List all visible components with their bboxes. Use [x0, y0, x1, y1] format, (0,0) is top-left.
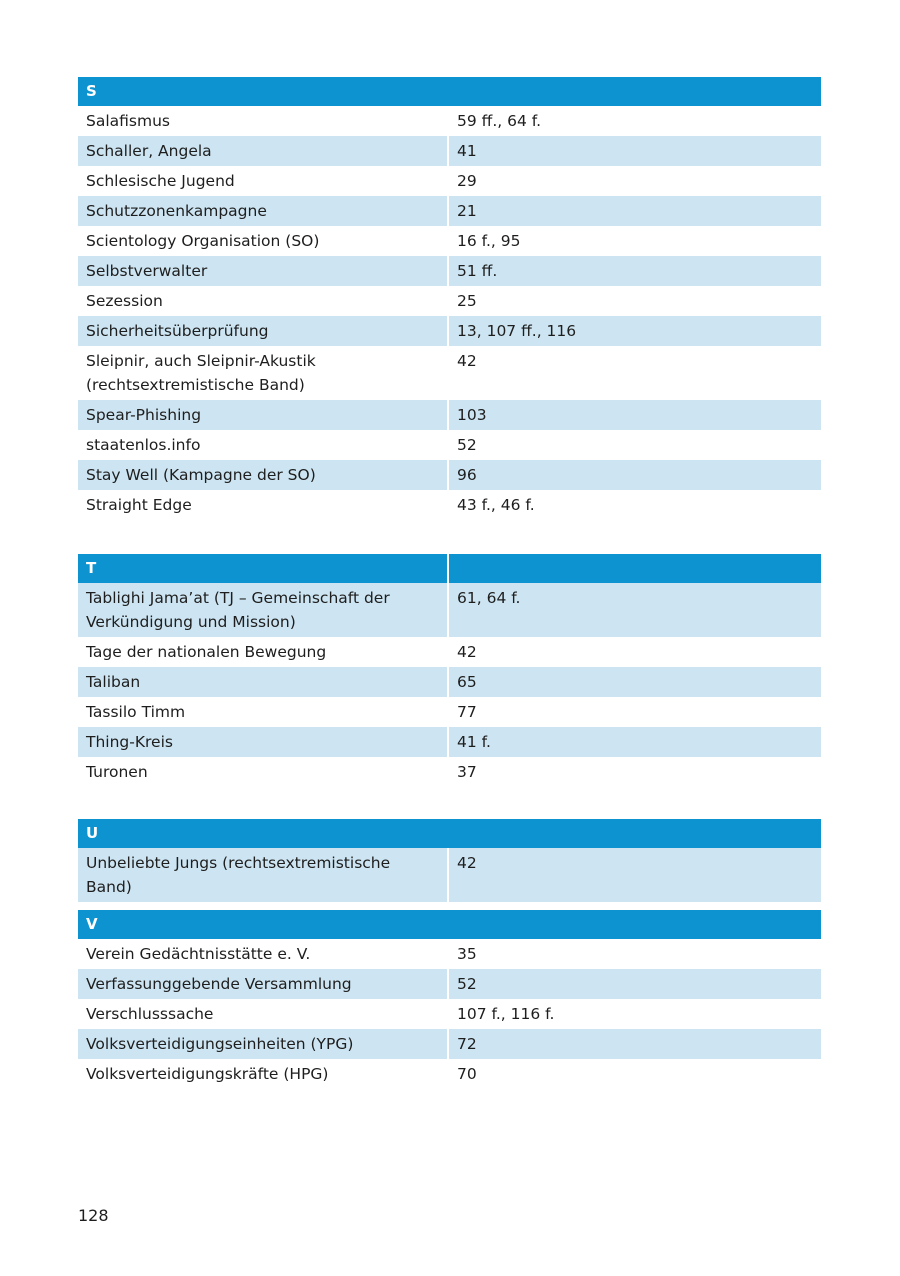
index-section-u: [78, 819, 821, 902]
index-term: staatenlos.info: [86, 436, 201, 454]
index-row: [78, 757, 821, 787]
index-term: [78, 346, 447, 400]
term-line: (rechtsextremistische Band): [86, 376, 305, 394]
index-row: [78, 196, 821, 226]
index-section-v: [78, 910, 821, 1089]
index-pages: 77: [457, 703, 477, 721]
index-term: Volksverteidigungseinheiten (YPG): [78, 1029, 447, 1059]
page-number: 128: [78, 1206, 109, 1225]
index-row: [78, 316, 821, 346]
index-row: [78, 286, 821, 316]
section-header: V: [78, 910, 821, 939]
index-row: [78, 226, 821, 256]
index-row: [78, 346, 821, 400]
term-line: Sleipnir, auch Sleipnir-Akustik: [86, 352, 316, 370]
index-pages: 107 f., 116 f.: [457, 1005, 555, 1023]
index-pages: 52: [449, 969, 821, 999]
index-term: Schaller, Angela: [78, 136, 447, 166]
index-pages: 61, 64 f.: [449, 583, 821, 637]
index-term: Volksverteidigungskräfte (HPG): [86, 1065, 329, 1083]
index-term: Sicherheitsüberprüfung: [78, 316, 447, 346]
index-pages: 35: [457, 945, 477, 963]
index-pages: 103: [449, 400, 821, 430]
term-line: Verkündigung und Mission): [86, 613, 296, 631]
index-term: Selbstverwalter: [78, 256, 447, 286]
index-row: [78, 727, 821, 757]
index-term: [78, 583, 447, 637]
index-section-t: [78, 554, 821, 787]
index-row: [78, 490, 821, 520]
index-pages: 42: [457, 643, 477, 661]
index-pages: 37: [457, 763, 477, 781]
index-row: [78, 667, 821, 697]
index-row: [78, 166, 821, 196]
index-row: [78, 460, 821, 490]
index-term: Stay Well (Kampagne der SO): [78, 460, 447, 490]
index-term: Turonen: [86, 763, 148, 781]
index-term: Spear-Phishing: [78, 400, 447, 430]
index-term: Schutzzonenkampagne: [78, 196, 447, 226]
index-pages: 65: [449, 667, 821, 697]
index-row: [78, 939, 821, 969]
index-pages: 41: [449, 136, 821, 166]
index-term: Unbeliebte Jungs (rechtsextremistische Band): [78, 848, 447, 902]
term-line: Tablighi Jama’at (TJ – Gemeinschaft der: [86, 589, 390, 607]
index-row: [78, 430, 821, 460]
index-term: Schlesische Jugend: [86, 172, 235, 190]
index-term: Tage der nationalen Bewegung: [86, 643, 327, 661]
index-term: Taliban: [78, 667, 447, 697]
index-term: Sezession: [86, 292, 163, 310]
index-pages: 13, 107 ff., 116: [449, 316, 821, 346]
index-term: Scientology Organisation (SO): [86, 232, 320, 250]
index-pages: 72: [449, 1029, 821, 1059]
index-term: Verfassunggebende Versammlung: [78, 969, 447, 999]
index-row: [78, 969, 821, 999]
index-pages: 52: [457, 436, 477, 454]
index-term: Thing-Kreis: [78, 727, 447, 757]
index-term: Verschlusssache: [86, 1005, 214, 1023]
index-pages: 96: [449, 460, 821, 490]
index-row: [78, 697, 821, 727]
index-pages: 59 ff., 64 f.: [457, 112, 542, 130]
index-term: Straight Edge: [86, 496, 192, 514]
index-pages: 70: [457, 1065, 477, 1083]
index-row: [78, 583, 821, 637]
index-term: Verein Gedächtnisstätte e. V.: [86, 945, 311, 963]
section-header: U: [78, 819, 821, 848]
index-pages: 43 f., 46 f.: [457, 496, 535, 514]
index-row: [78, 999, 821, 1029]
index-row: [78, 848, 821, 902]
index-term: Salafismus: [86, 112, 170, 130]
index-row: [78, 400, 821, 430]
index-pages: 42: [449, 848, 821, 902]
index-row: [78, 256, 821, 286]
section-header: T: [78, 554, 821, 583]
index-pages: 29: [457, 172, 477, 190]
index-pages: 25: [457, 292, 477, 310]
index-row: [78, 1059, 821, 1089]
index-row: [78, 1029, 821, 1059]
index-term: Tassilo Timm: [86, 703, 186, 721]
index-pages: 16 f., 95: [457, 232, 521, 250]
index-pages: 51 ff.: [449, 256, 821, 286]
index-row: [78, 637, 821, 667]
index-pages: 41 f.: [449, 727, 821, 757]
section-header: S: [78, 77, 821, 106]
index-pages: 42: [457, 352, 477, 370]
index-row: [78, 106, 821, 136]
index-section-s: [78, 77, 821, 520]
index-row: [78, 136, 821, 166]
index-pages: 21: [449, 196, 821, 226]
